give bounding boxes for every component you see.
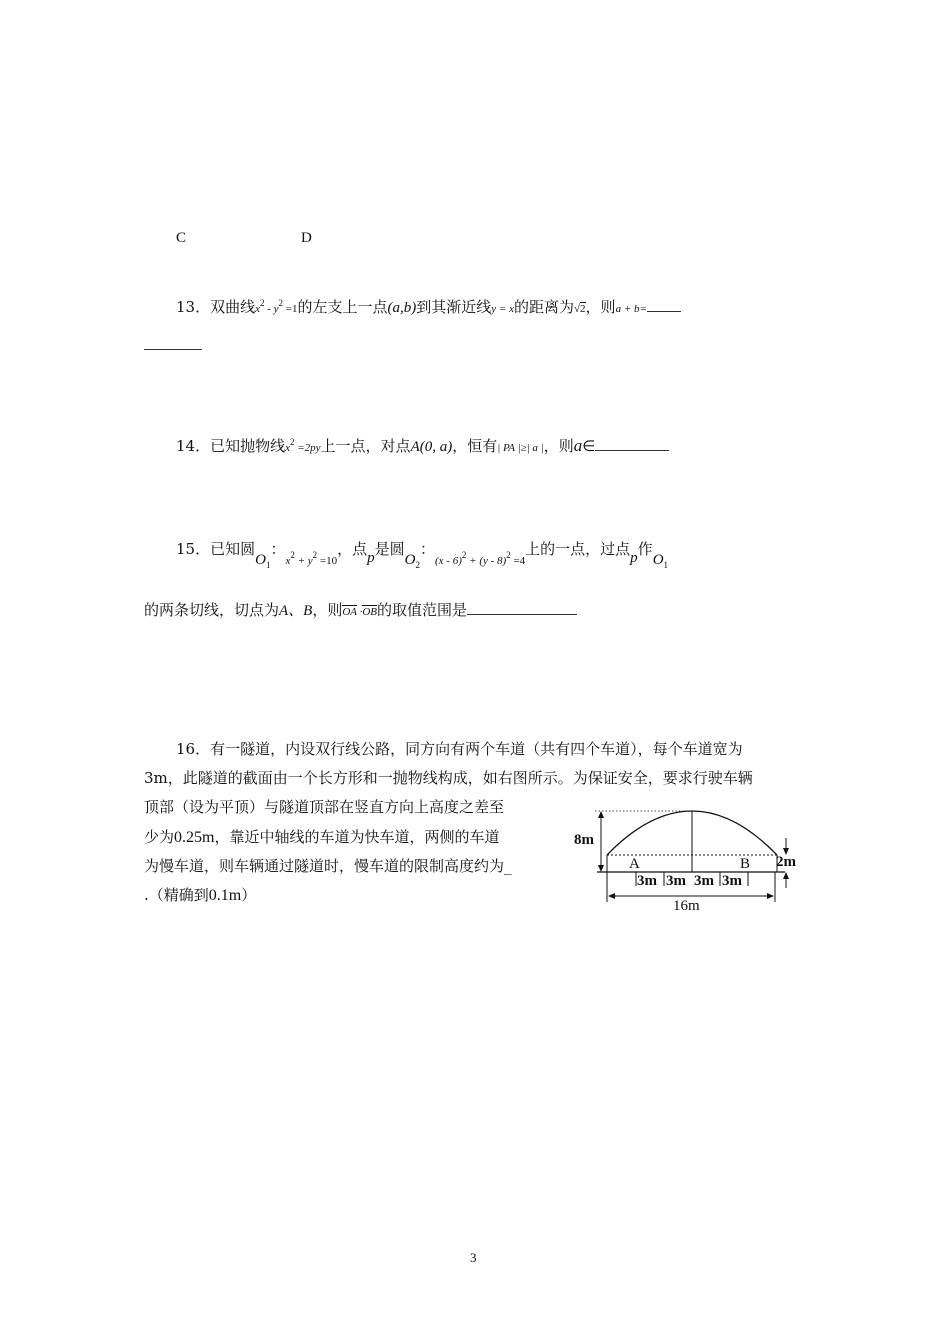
q13-number: 13．双曲线 [176, 298, 256, 316]
q15-eq1-y: + y [294, 555, 313, 567]
q13-sq1: 2 [259, 298, 265, 308]
q15-text-3: 上的一点，过点 [525, 540, 631, 558]
q15-o1-sub: 1 [265, 560, 271, 570]
q15-eq2-sq2: 2 [506, 550, 511, 560]
page-number: 3 [470, 1250, 477, 1265]
q13-answer-label: a + b= [615, 303, 647, 315]
q15-eq1-x: x [285, 555, 291, 567]
q15-o1-again: O [652, 552, 664, 568]
q13-blank-line2[interactable] [144, 336, 202, 354]
q15-eq2-sq1: 2 [461, 550, 467, 560]
q15-point-p-2: p [630, 550, 638, 566]
q14-element-of: ∈ [582, 439, 596, 455]
q15-text-1: ，点 [337, 540, 368, 558]
q13-blank[interactable] [647, 298, 681, 312]
q15-colon-2: ： [420, 540, 436, 558]
dim-8m-arrow-bottom [598, 865, 604, 872]
label-c: C [176, 230, 187, 246]
question-15 [176, 538, 668, 570]
q15-line2-text-3: 的取值范围是 [377, 601, 468, 619]
label-a: A [629, 856, 640, 872]
q13-text-1: 的左支上一点 [297, 298, 388, 316]
q13-text-2: 到其渐近线 [416, 298, 492, 316]
q15-eq1-rhs: =10 [317, 555, 338, 567]
q16-line-3: 顶部（设为平顶）与隧道顶部在竖直方向上高度之差至 [144, 798, 505, 816]
question-13 [176, 296, 681, 317]
dim-8m-arrow-top [598, 811, 604, 818]
q14-text-1: 上一点，对点 [320, 437, 411, 455]
tunnel-figure [570, 800, 810, 920]
dim-2m-arrow-bottom [783, 872, 789, 879]
q14-eq-rhs: =2py [294, 442, 321, 454]
q16-line-5 [144, 855, 512, 876]
q13-sqrt: √2 [574, 303, 586, 315]
label-3m-1: 3m [637, 873, 657, 889]
q16-line5-text: 为慢车道，则车辆通过隧道时，慢车道的限制高度约为 [144, 857, 505, 875]
q15-vector-ob: OB [362, 606, 377, 618]
q15-point-p: p [367, 550, 375, 566]
q15-eq2-y: + (y - 8) [466, 555, 507, 567]
q13-text-4: ，则 [585, 298, 616, 316]
label-3m-3: 3m [694, 873, 714, 889]
q16-line6-text-2: ） [241, 886, 257, 904]
q13-asymptote: y = x [491, 303, 514, 315]
q15-eq1-sq2: 2 [312, 550, 318, 560]
dim-16m-arrow-left [608, 893, 615, 899]
q13-sqrt-value: 2 [580, 303, 586, 315]
q16-value-025m: 0.25m [174, 829, 215, 846]
q16-line-2: 3m，此隧道的截面由一个长方形和一抛物线构成，如右图所示。为保证安全，要求行驶车辆 [144, 769, 753, 787]
q15-vector-oa: OA [342, 606, 357, 618]
q15-o2: O [404, 552, 416, 568]
label-2m: 2m [776, 854, 796, 870]
question-14 [176, 435, 669, 456]
q16-value-01m: 0.1m [208, 887, 242, 904]
q15-o1-again-sub: 1 [663, 560, 669, 570]
q15-vector-product [342, 605, 377, 618]
label-3m-2: 3m [666, 873, 686, 889]
q16-line-4 [144, 826, 499, 847]
q16-line6-text-1: .（精确到 [144, 886, 209, 904]
q15-text-2: 是圆 [374, 540, 405, 558]
label-16m: 16m [673, 898, 700, 914]
q13-text-3: 的距离为 [513, 298, 574, 316]
q16-line-1: 16．有一隧道，内设双行线公路，同方向有两个车道（共有四个车道），每个车道宽为 [176, 740, 743, 758]
q13-minus: - [264, 303, 274, 315]
q15-eq2-rhs: =4 [510, 555, 526, 567]
q16-line4-text-1: 少为 [144, 828, 175, 846]
q15-line2-text-1: 的两条切线，切点为 [144, 601, 280, 619]
q16-line-6 [144, 884, 256, 905]
q15-text-4: 作 [637, 540, 653, 558]
q14-sq: 2 [289, 437, 295, 447]
q15-colon-1: ： [270, 540, 286, 558]
q14-var-a: a [573, 436, 583, 455]
q13-sq2: 2 [278, 298, 284, 308]
q14-inequality: | PA |≥| a | [497, 442, 544, 454]
q14-number: 14．已知抛物线 [176, 437, 286, 455]
q16-blank-start[interactable]: _ [504, 857, 512, 875]
q15-blank[interactable] [467, 601, 577, 615]
q14-blank[interactable] [595, 437, 669, 451]
question-15-line2 [144, 599, 577, 620]
q14-point: A(0, a) [410, 439, 453, 455]
q13-point: (a,b) [387, 300, 417, 316]
label-3m-4: 3m [722, 873, 742, 889]
q16-line4-text-2: ，靠近中轴线的车道为快车道，两侧的车道 [214, 828, 500, 846]
q15-eq1-sq1: 2 [290, 550, 295, 560]
q13-eq-y: y [273, 303, 279, 315]
q15-number: 15．已知圆 [176, 540, 256, 558]
q13-blank-line2-fill [144, 336, 202, 350]
label-d: D [301, 230, 312, 246]
label-8m: 8m [574, 832, 594, 848]
q13-eq-x: x [255, 303, 260, 315]
q15-eq2-x: (x - 6) [435, 555, 462, 567]
q15-tangent-points: A、B [279, 603, 313, 619]
q13-eq-rhs: =1 [283, 303, 298, 315]
label-b: B [740, 856, 751, 872]
q15-line2-text-2: ，则 [312, 601, 343, 619]
q15-o2-sub: 2 [415, 560, 420, 570]
q15-o1: O [255, 552, 266, 568]
q14-text-2: ，恒有 [452, 437, 498, 455]
q14-text-3: ，则 [543, 437, 574, 455]
q14-eq-x: x [285, 442, 290, 454]
q15-vector-dot: · [356, 606, 363, 618]
dim-16m-arrow-right [767, 893, 774, 899]
